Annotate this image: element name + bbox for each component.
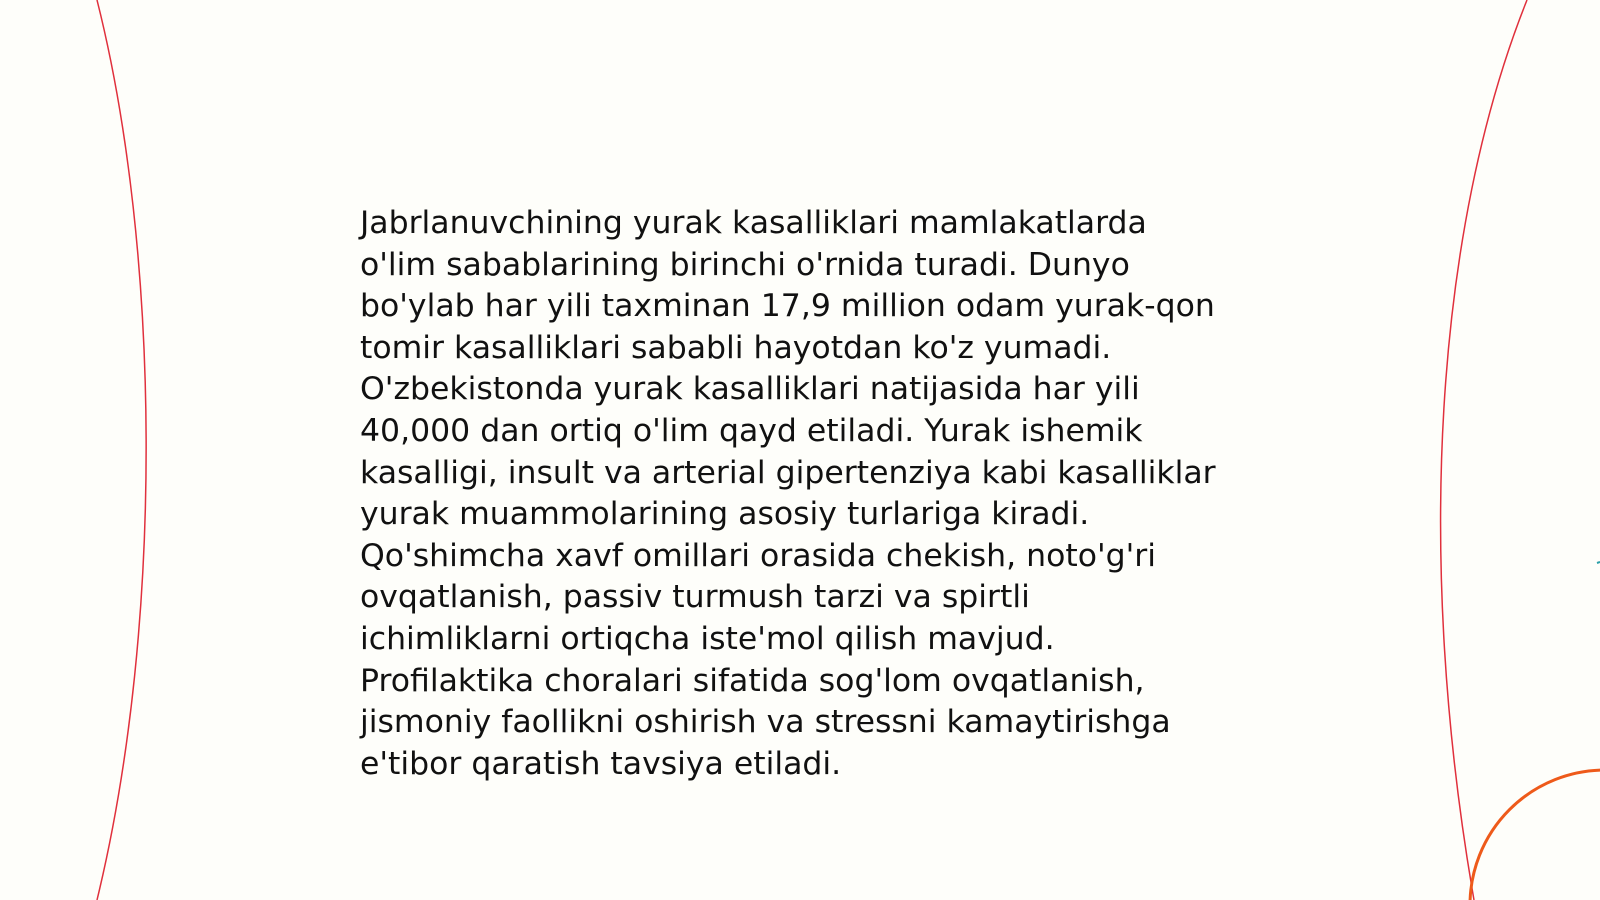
left-curve-line [97, 0, 146, 900]
orange-arc [1470, 770, 1600, 900]
paragraph-line: jismoniy faollikni oshirish va stressni kamaytirishga [360, 704, 1171, 741]
paragraph-line: Profilaktika choralari sifatida sog'lom ovqatlanish, [360, 662, 1145, 699]
body-paragraph [360, 203, 1260, 785]
paragraph-line: ovqatlanish, passiv turmush tarzi va spirtli [360, 579, 1030, 616]
paragraph-line: O'zbekistonda yurak kasalliklari natijasida har yili [360, 371, 1140, 408]
paragraph-line: tomir kasalliklari sababli hayotdan ko'z yumadi. [360, 329, 1112, 366]
paragraph-line: e'tibor qaratish tavsiya etiladi. [360, 745, 842, 782]
paragraph-line: o'lim sabablarining birinchi o'rnida turadi. Dunyo [360, 246, 1130, 283]
paragraph-line: yurak muammolarining asosiy turlariga kiradi. [360, 496, 1090, 533]
paragraph-line: bo'ylab har yili taxminan 17,9 million odam yurak-qon [360, 288, 1215, 325]
paragraph-line: Qo'shimcha xavf omillari orasida chekish, noto'g'ri [360, 537, 1156, 574]
paragraph-line: 40,000 dan ortiq o'lim qayd etiladi. Yurak ishemik [360, 412, 1143, 449]
paragraph-line: ichimliklarni ortiqcha iste'mol qilish mavjud. [360, 620, 1055, 657]
paragraph-line: kasalligi, insult va arterial gipertenziya kabi kasalliklar [360, 454, 1216, 491]
right-curve-line [1441, 0, 1527, 900]
paragraph-line: Jabrlanuvchining yurak kasalliklari mamlakatlarda [360, 205, 1147, 241]
